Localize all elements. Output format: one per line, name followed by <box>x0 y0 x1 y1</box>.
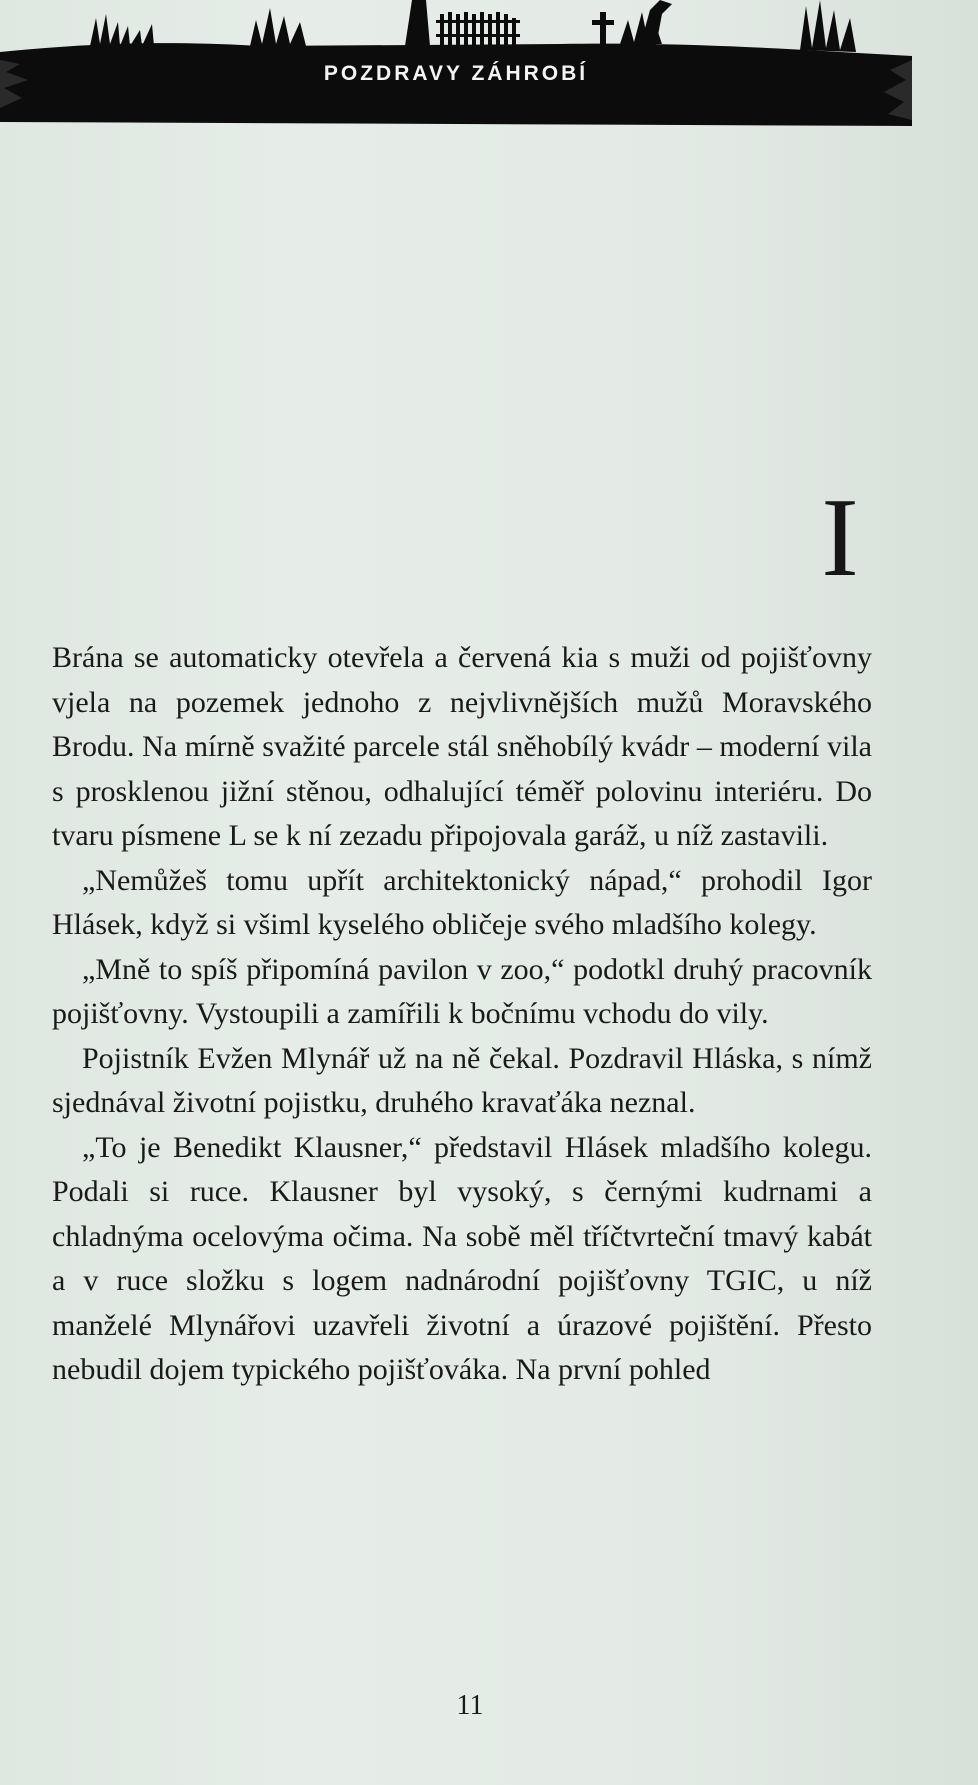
paragraph: „Mně to spíš připomíná pavilon v zoo,“ podotkl druhý pracovník pojišťovny. Vystoupili a zamířili k bočnímu vchodu do vily. <box>52 952 872 1030</box>
paragraph: Pojistník Evžen Mlynář už na ně čekal. Pozdravil Hláska, s nímž sjednával životní pojistku, druhého kravaťáka neznal. <box>52 1041 872 1119</box>
running-header-title: POZDRAVY ZÁHROBÍ <box>323 62 589 85</box>
paragraph: „To je Benedikt Klausner,“ představil Hlásek mladšího kolegu. Podali si ruce. Klausner byl vysoký, s černými kudrnami a chladnýma ocelovýma očima. Na sobě měl tříčtvrteční tmavý kabát a v ruce složku s logem nadnárodní pojišťovny TGIC, u níž manželé Mlynářovi uzavřeli životní a úrazové pojištění. Přesto nebudil dojem typického pojišťováka. Na první pohled <box>52 1130 872 1386</box>
cross-icon <box>592 12 614 46</box>
chapter-number: I <box>821 476 859 600</box>
paragraph: Brána se automaticky otevřela a červená kia s muži od pojišťovny vjela na pozemek jednoho z nejvlivnějších mužů Moravského Brodu. Na mírně svažité parcele stál sněhobílý kvádr – moderní vila s prosklenou jižní stěnou, odhalující téměř polovinu interiéru. Do tvaru písmene L se k ní zezadu připojovala garáž, u níž zastavili. <box>52 641 872 852</box>
paragraph: „Nemůžeš tomu upřít architektonický nápad,“ prohodil Igor Hlásek, když si všiml kyselého obličeje svého mladšího kolegy. <box>52 863 872 941</box>
page-number: 11 <box>456 1690 484 1721</box>
chapter-body <box>52 636 872 1393</box>
running-header <box>0 0 912 126</box>
